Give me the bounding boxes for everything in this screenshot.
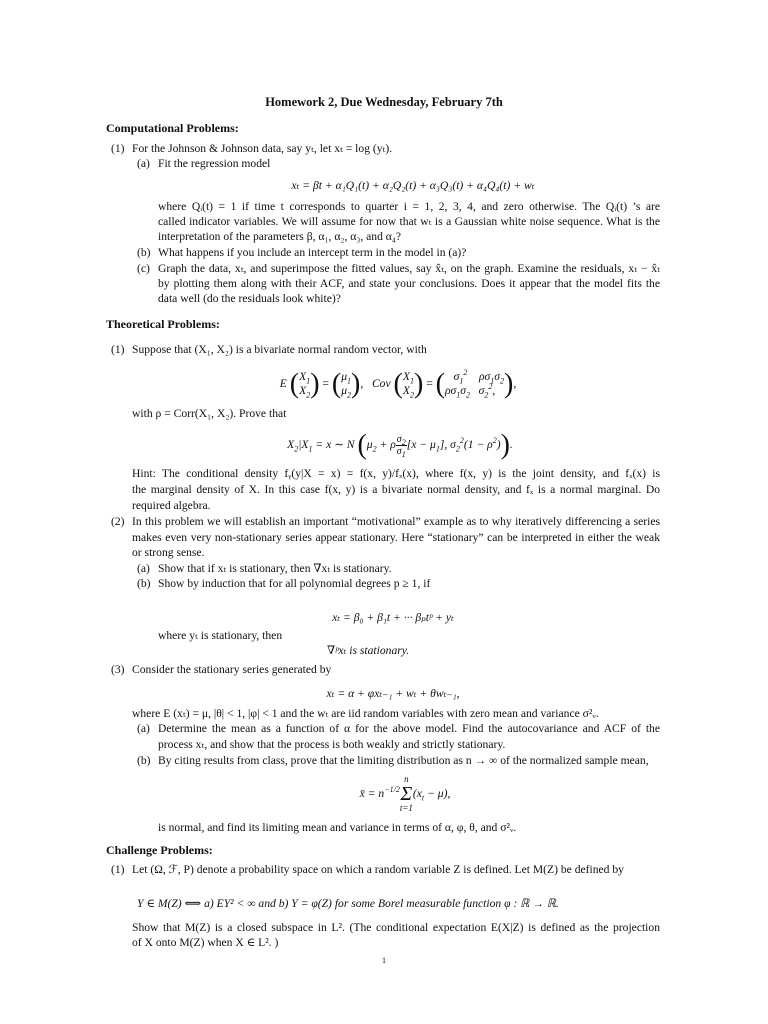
theo-hint-line-2: the marginal density of X. In this case f(x, y) is a bivariate normal density, and fₓ is a normal marginal. Do xyxy=(132,483,660,496)
polynomial-equation: xₜ = β₀ + β₁t + ··· βₚtᵖ + yₜ xyxy=(332,611,454,624)
comp-c-line-3: data well (do the residuals look white)? xyxy=(158,292,341,305)
comp-a-line-3: interpretation of the parameters β, α₁, α₂, α₃, and α₄? xyxy=(158,230,402,243)
page-number: 1 xyxy=(382,956,386,965)
section-challenge-heading: Challenge Problems: xyxy=(106,843,213,857)
theo-p3-intro: Consider the stationary series generated by xyxy=(132,663,332,676)
comp-c-line-1: Graph the data, xₜ, and superimpose the fitted values, say x̂ₜ, on the graph. Examine the residuals, xₜ − x̂ₜ xyxy=(158,262,660,275)
theo-p2-line-2: makes even very non-stationary series appear stationary. Here “stationary” can be interpreted in either the weak xyxy=(132,531,660,544)
mean-covariance-equation: E ( $X_1$ $X_2$ ) = ( $\mu_1$ $\mu_2$ ), Cov ( $X_1$ $X_2$ ) = ( $\sigma_1^2$ $\rho\sigma_1\sigma_2$ $\rho\sigma_1\sigma_2$ $\sigma_2^2$, ), xyxy=(279,368,517,400)
theo-p3a-label: (a) xyxy=(137,722,150,735)
theo-p3-number: (3) xyxy=(111,663,125,676)
comp-a-label: (a) xyxy=(137,157,150,170)
theo-with-rho: with ρ = Corr(X₁, X₂). Prove that xyxy=(132,407,287,420)
theo-where-y: where yₜ is stationary, then xyxy=(158,629,283,642)
comp-a-line-1: where Qᵢ(t) = 1 if time t corresponds to quarter i = 1, 2, 3, 4, and zero otherwise. The Qᵢ(t) ’s are xyxy=(158,200,660,213)
theo-p2a-label: (a) xyxy=(137,562,150,575)
comp-c-label: (c) xyxy=(137,262,150,275)
theo-p3b-after: is normal, and find its limiting mean and variance in terms of α, φ, θ, and σ²ᵥ. xyxy=(158,821,517,834)
chal-show-line-1: Show that M(Z) is a closed subspace in L². (The conditional expectation E(X|Z) is defined as the projection xyxy=(132,921,660,934)
section-computational-heading: Computational Problems: xyxy=(106,121,239,135)
theo-hint-line-1: Hint: The conditional density fᵧ(y|X = x) = f(x, y)/fₓ(x), where f(x, y) is the joint density, and fₓ(x) is xyxy=(132,467,660,480)
regression-equation: xₜ = βt + α₁Q₁(t) + α₂Q₂(t) + α₃Q₃(t) + α₄Q₄(t) + wₜ xyxy=(291,179,535,192)
arma-equation: xₜ = α + φxₜ₋₁ + wₜ + θwₜ₋₁, xyxy=(326,687,460,700)
chal-show-line-2: of X onto M(Z) when X ∈ L². ) xyxy=(132,936,279,949)
chal-p1-line-1: Let (Ω, ℱ, P) denote a probability space on which a random variable Z is defined. Let M(Z) be defined by xyxy=(132,863,624,876)
theo-p3b-line-1: By citing results from class, prove that the limiting distribution as n → ∞ of the normalized sample mean, xyxy=(158,754,649,767)
theo-p3a-line-2: process xₜ, and show that the process is both weakly and strictly stationary. xyxy=(158,738,506,751)
theo-p2b-label: (b) xyxy=(137,577,151,590)
theo-p3a-line-1: Determine the mean as a function of α for the above model. Find the autocovariance and ACF of the xyxy=(158,722,660,735)
theo-p2a-text: Show that if xₜ is stationary, then ∇xₜ is stationary. xyxy=(158,562,392,575)
comp-p1-intro: For the Johnson & Johnson data, say yₜ, let xₜ = log (yₜ). xyxy=(132,142,393,155)
chal-p1-number: (1) xyxy=(111,863,125,876)
theo-p1-number: (1) xyxy=(111,343,125,356)
measurable-function-definition: Y ∈ M(Z) ⟺ a) EY² < ∞ and b) Y = φ(Z) for some Borel measurable function φ : ℝ → ℝ. xyxy=(137,897,559,910)
theo-p3b-label: (b) xyxy=(137,754,151,767)
theo-hint-line-3: required algebra. xyxy=(132,499,211,512)
section-theoretical-heading: Theoretical Problems: xyxy=(106,317,220,331)
comp-c-line-2: by plotting them along with their ACF, and state your conclusions. Does it appear that the model fits the xyxy=(158,277,660,290)
theo-p2-number: (2) xyxy=(111,515,125,528)
page-title: Homework 2, Due Wednesday, February 7th xyxy=(265,95,503,109)
conditional-distribution-equation: $X_2|X_1 = x$ ∼ N ($\mu_2 + \rho$ $\frac{\sigma_2}{\sigma_1}$ $[x - \mu_1]$, $\sigma_2^2(1 - \rho^2)$). xyxy=(287,429,513,461)
comp-b-label: (b) xyxy=(137,246,151,259)
theo-p3-where: where E (xₜ) = μ, |θ| < 1, |φ| < 1 and the wₜ are iid random variables with zero mean and variance σ²ᵥ. xyxy=(132,707,599,720)
nabla-statement: ∇ᵖxₜ is stationary. xyxy=(327,644,410,657)
theo-p2-line-1: In this problem we will establish an important “motivational” example as to why iteratively differencing a series xyxy=(132,515,660,528)
theo-p1-intro: Suppose that (X₁, X₂) is a bivariate normal random vector, with xyxy=(132,343,427,356)
comp-a-line-2: called indicator variables. We will assume for now that wₜ is a Gaussian white noise sequence. What is the xyxy=(158,215,660,228)
sample-mean-equation: x̄ = $n^{-1/2}n$ Σ $t=1(x_t - \mu)$, xyxy=(359,774,451,814)
theo-p2b-text: Show by induction that for all polynomial degrees p ≥ 1, if xyxy=(158,577,431,590)
comp-p1-number: (1) xyxy=(111,142,125,155)
theo-p2-line-3: or strong sense. xyxy=(132,546,205,559)
comp-a-text: Fit the regression model xyxy=(158,157,271,170)
comp-b-text: What happens if you include an intercept term in the model in (a)? xyxy=(158,246,467,259)
